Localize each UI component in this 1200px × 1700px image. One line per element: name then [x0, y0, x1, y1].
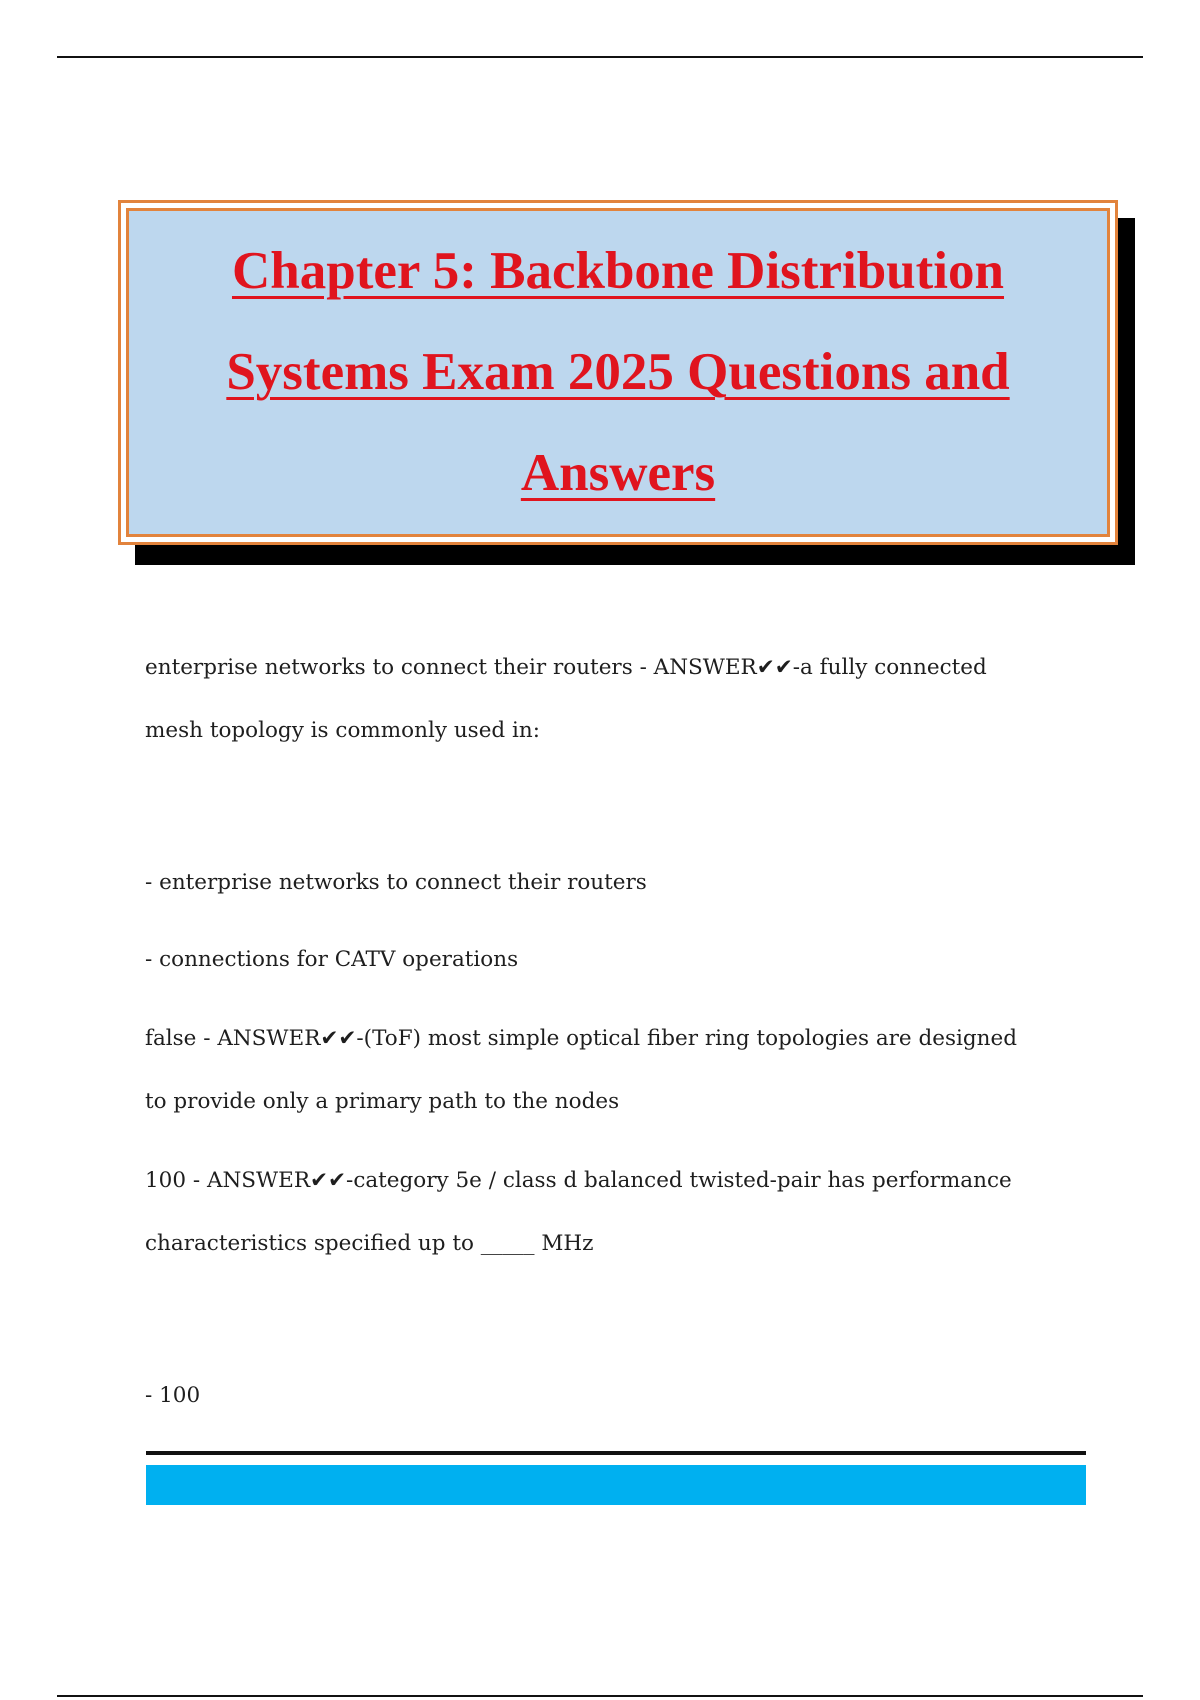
question-paragraph-2: false - ANSWER✔✔-(ToF) most simple optical fiber ring topologies are designed to provide only a primary path to the nodes — [145, 1026, 1017, 1114]
question-paragraph-1: enterprise networks to connect their routers - ANSWER✔✔-a fully connected mesh topology is commonly used in: — [145, 655, 987, 743]
document-title: Chapter 5: Backbone Distribution Systems Exam 2025 Questions and Answers — [226, 242, 1010, 502]
footer-blue-bar — [146, 1465, 1086, 1505]
answer-option-2: - connections for CATV operations — [145, 947, 519, 972]
separator-line — [146, 1451, 1086, 1455]
answer-option-3: - 100 — [145, 1383, 201, 1408]
title-box — [118, 200, 1118, 545]
answer-option-1: - enterprise networks to connect their routers — [145, 870, 647, 895]
footer-rule — [57, 1695, 1143, 1697]
header-rule — [57, 56, 1143, 58]
question-paragraph-3: 100 - ANSWER✔✔-category 5e / class d balanced twisted-pair has performance characteristics specified up to _____ MHz — [145, 1168, 1012, 1256]
